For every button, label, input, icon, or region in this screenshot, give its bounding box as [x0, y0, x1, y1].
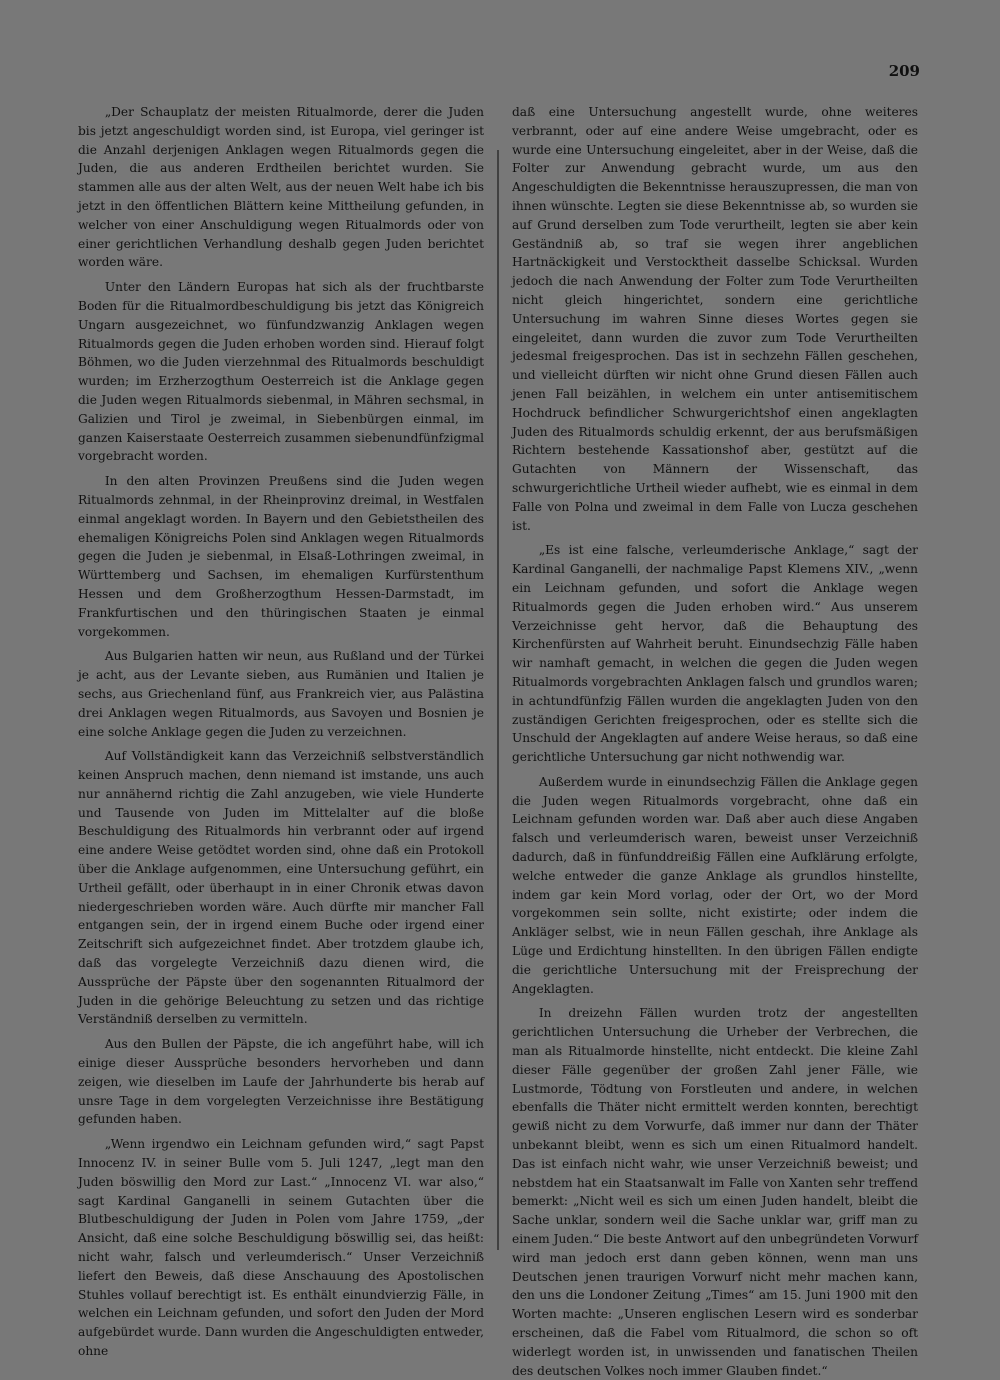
paragraph-continued: daß eine Untersuchung angestellt wurde, ohne weiteres verbrannt, oder auf eine andere Weise umgebracht, oder es wurde eine Untersuchung eingeleitet, aber in der Weise, daß die Folter zur Anwendung gebracht wurde, um aus den Angeschuldigten die Bekenntnisse herauszupressen, die man von ihnen wünschte. Legten sie diese Bekenntnisse ab, so wurden sie auf Grund derselben zum Tode verurtheilt, legten sie aber kein Geständniß ab, so traf sie wegen ihrer angeblichen Hartnäckigkeit und Verstocktheit dasselbe Schicksal. Wurden jedoch die nach Anwendung der Folter zum Tode Verurtheilten nicht gleich hingerichtet, sondern eine gerichtliche Untersuchung im wahren Sinne dieses Wortes gegen sie eingeleitet, dann wurden die zuvor zum Tode Verurtheilten jedesmal freigesprochen. Das ist in sechzehn Fällen geschehen, und vielleicht dürften wir nicht ohne Grund diesen Fällen auch jenen Fall beizählen, in welchem ein unter antisemitischem Hochdruck befindlicher Schwurgerichtshof einen angeklagten Juden des Ritualmords schuldig erkennt, der aus berufsmäßigen Richtern bestehende Kassationshof aber, gestützt auf die Gutachten von Männern der Wissenschaft, das schwurgerichtliche Urtheil wieder aufhebt, wie es einmal in dem Falle von Polna und zweimal in dem Falle von Lucza geschehen ist. [512, 105, 918, 533]
paragraph: Unter den Ländern Europas hat sich als der fruchtbarste Boden für die Ritualmordbeschuldigung bis jetzt das Königreich Ungarn ausgezeichnet, wo fünfundzwanzig Anklagen wegen Ritualmords gegen die Juden erhoben worden sind. Hierauf folgt Böhmen, wo die Juden vierzehnmal des Ritualmords beschuldigt wurden; im Erzherzogthum Oesterreich ist die Anklage gegen die Juden wegen Ritualmords siebenmal, in Mähren sechsmal, in Galizien und Tirol je zweimal, in Siebenbürgen einmal, im ganzen Kaiserstaate Oesterreich zusammen siebenundfünfzigmal vorgebracht worden. [78, 280, 484, 464]
page-number: 209 [888, 62, 920, 80]
paragraph: Aus Bulgarien hatten wir neun, aus Rußland und der Türkei je acht, aus der Levante sieben, aus Rumänien und Italien je sechs, aus Griechenland fünf, aus Frankreich vier, aus Palästina drei Anklagen wegen Ritualmords, aus Savoyen und Bosnien je eine solche Anklage gegen die Juden zu verzeichnen. [78, 649, 484, 739]
paragraph: Aus den Bullen der Päpste, die ich angeführt habe, will ich einige dieser Aussprüche besonders hervorheben und dann zeigen, wie dieselben im Laufe der Jahrhunderte bis herab auf unsre Tage in dem vorgelegten Verzeichnisse ihre Bestätigung gefunden haben. [78, 1037, 484, 1127]
left-column [78, 103, 484, 1361]
column-divider [497, 150, 499, 1250]
paragraph: „Es ist eine falsche, verleumderische Anklage,“ sagt der Kardinal Ganganelli, der nachmalige Papst Klemens XIV., „wenn ein Leichnam gefunden, und sofort die Anklage wegen Ritualmords gegen die Juden erhoben wird.“ Aus unserem Verzeichnisse geht hervor, daß die Behauptung des Kirchenfürsten auf Wahrheit beruht. Einundsechzig Fälle haben wir namhaft gemacht, in welchen die gegen die Juden wegen Ritualmords vorgebrachten Anklagen falsch und grundlos waren; in achtundfünfzig Fällen wurden die angeklagten Juden von den zuständigen Gerichten freigesprochen, oder es stellte sich die Unschuld der Angeklagten auf andere Weise heraus, so daß eine gerichtliche Untersuchung gar nicht nothwendig war. [512, 543, 918, 765]
paragraph: „Der Schauplatz der meisten Ritualmorde, derer die Juden bis jetzt angeschuldigt worden sind, ist Europa, viel geringer ist die Anzahl derjenigen Anklagen wegen Ritualmords gegen die Juden, die aus anderen Erdtheilen berichtet wurden. Sie stammen alle aus der alten Welt, aus der neuen Welt habe ich bis jetzt in den öffentlichen Blättern keine Mittheilung gefunden, in welcher von einer Anschuldigung wegen Ritualmords oder von einer gerichtlichen Verhandlung deshalb gegen Juden berichtet worden wäre. [78, 105, 484, 270]
paragraph: Außerdem wurde in einundsechzig Fällen die Anklage gegen die Juden wegen Ritualmords vorgebracht, ohne daß ein Leichnam gefunden worden war. Daß aber auch diese Angaben falsch und verleumderisch waren, beweist unser Verzeichniß dadurch, daß in fünfunddreißig Fällen eine Aufklärung erfolgte, welche entweder die ganze Anklage als grundlos hinstellte, indem gar kein Mord vorlag, oder der Ort, wo der Mord vorgekommen sein sollte, nicht existirte; oder indem die Ankläger selbst, wie in neun Fällen geschah, ihre Anklage als Lüge und Erdichtung hinstellten. In den übrigen Fällen endigte die gerichtliche Untersuchung mit der Freisprechung der Angeklagten. [512, 774, 918, 996]
paragraph: In den alten Provinzen Preußens sind die Juden wegen Ritualmords zehnmal, in der Rheinprovinz dreimal, in Westfalen einmal angeklagt worden. In Bayern und den Gebietstheilen des ehemaligen Königreichs Polen sind Anklagen wegen Ritualmords gegen die Juden je siebenmal, in Elsaß-Lothringen zweimal, in Württemberg und Sachsen, im ehemaligen Kurfürstenthum Hessen und dem Großherzogthum Hessen-Darmstadt, im Frankfurtischen und den thüringischen Staaten je einmal vorgekommen. [78, 474, 484, 639]
right-column [512, 103, 918, 1380]
paragraph: In dreizehn Fällen wurden trotz der angestellten gerichtlichen Untersuchung die Urheber der Verbrechen, die man als Ritualmorde hinstellte, nicht entdeckt. Die kleine Zahl dieser Fälle gegenüber der großen Zahl jener Fälle, wie Lustmorde, Tödtung von Forstleuten und andere, in welchen ebenfalls die Thäter nicht ermittelt werden konnten, berechtigt gewiß nicht zu dem Vorwurfe, daß immer nur dann der Thäter unbekannt bleibt, wenn es sich um einen Ritualmord handelt. Das ist einfach nicht wahr, wie unser Verzeichniß beweist; und nebstdem hat ein Staatsanwalt im Falle von Xanten sehr treffend bemerkt: „Nicht weil es sich um einen Juden handelt, bleibt die Sache unklar, sondern weil die Sache unklar war, griff man zu einem Juden.“ Die beste Antwort auf den unbegründeten Vorwurf wird man jedoch erst dann geben können, wenn man uns Deutschen jenen traurigen Vorwurf nicht mehr machen kann, den uns die Londoner Zeitung „Times“ am 15. Juni 1900 mit den Worten machte: „Unseren englischen Lesern wird es sonderbar erscheinen, daß die Fabel vom Ritualmord, die schon so oft widerlegt worden ist, in unwissenden und fanatischen Theilen des deutschen Volkes noch immer Glauben findet.“ [512, 1006, 918, 1378]
paragraph: „Wenn irgendwo ein Leichnam gefunden wird,“ sagt Papst Innocenz IV. in seiner Bulle vom 5. Juli 1247, „legt man den Juden böswillig den Mord zur Last.“ „Innocenz VI. war also,“ sagt Kardinal Ganganelli in seinem Gutachten über die Blutbeschuldigung der Juden in Polen vom Jahre 1759, „der Ansicht, daß eine solche Beschuldigung böswillig sei, das heißt: nicht wahr, falsch und verleumderisch.“ Unser Verzeichniß liefert den Beweis, daß diese Anschauung des Apostolischen Stuhles vollauf berechtigt ist. Es enthält einundvierzig Fälle, in welchen ein Leichnam gefunden, und sofort den Juden der Mord aufgebürdet wurde. Dann wurden die Angeschuldigten entweder, ohne [78, 1137, 484, 1358]
paragraph: Auf Vollständigkeit kann das Verzeichniß selbstverständlich keinen Anspruch machen, denn niemand ist imstande, uns auch nur annähernd richtig die Zahl anzugeben, wie viele Hunderte und Tausende von Juden im Mittelalter auf die bloße Beschuldigung des Ritualmords hin verbrannt oder auf irgend eine andere Weise getödtet worden sind, ohne daß ein Protokoll über die Anklage aufgenommen, eine Untersuchung geführt, ein Urtheil gefällt, oder überhaupt in in einer Chronik etwas davon niedergeschrieben worden wäre. Auch dürfte mir mancher Fall entgangen sein, der in irgend einem Buche oder irgend einer Zeitschrift sich aufgezeichnet findet. Aber trotzdem glaube ich, daß das vorgelegte Verzeichniß dazu dienen wird, die Aussprüche der Päpste über den sogenannten Ritualmord der Juden in die gehörige Beleuchtung zu setzen und das richtige Verständniß derselben zu vermitteln. [78, 749, 484, 1027]
